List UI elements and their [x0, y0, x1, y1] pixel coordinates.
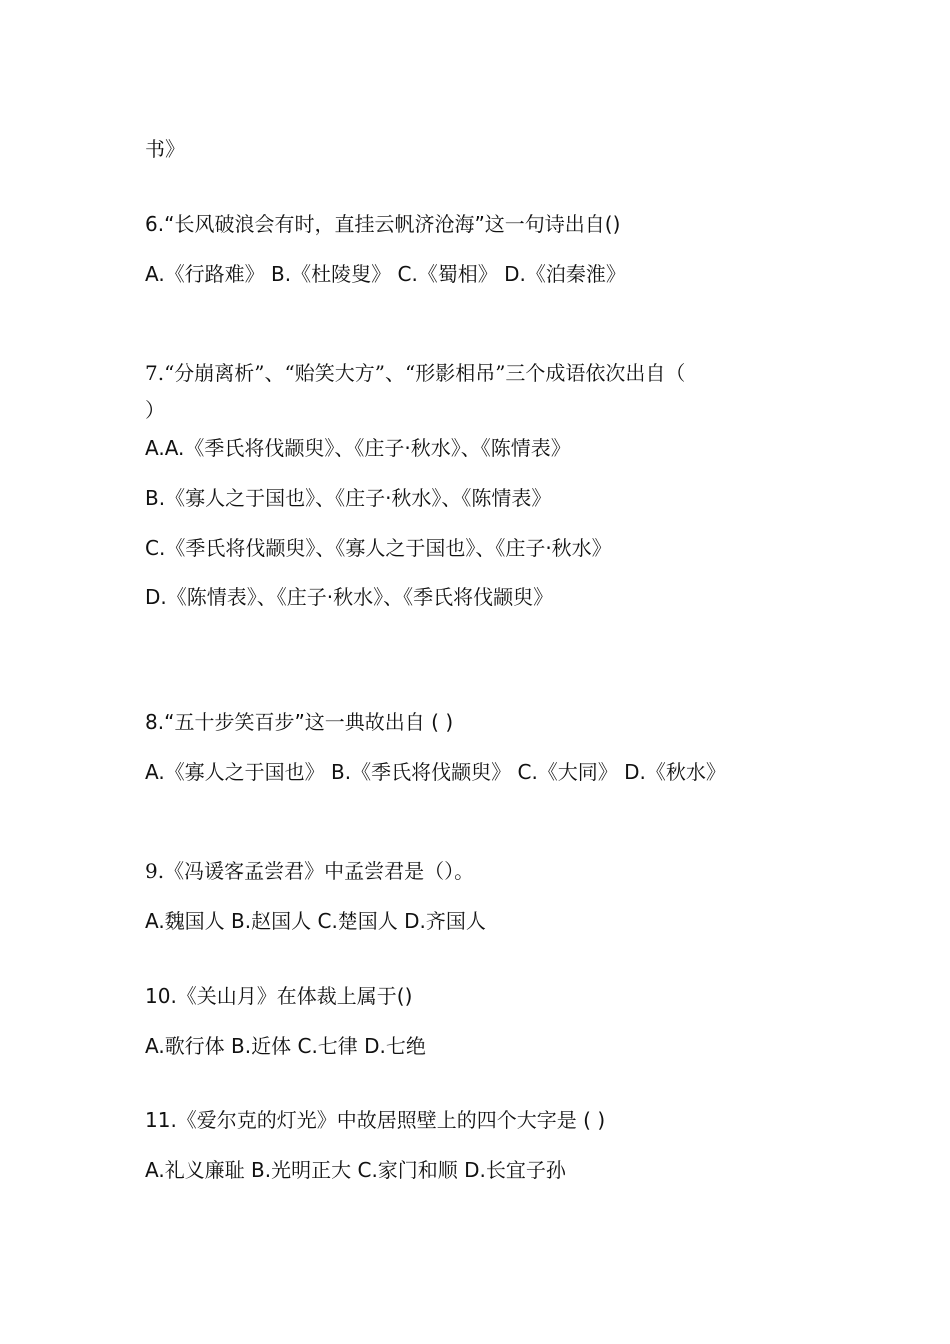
question-7-option-b: B.《寡人之于国也》、《庄子·秋水》、《陈情表》	[145, 486, 552, 510]
question-9-stem: 9.《冯谖客孟尝君》中孟尝君是（）。	[145, 859, 475, 883]
question-7-option-d: D.《陈情表》、《庄子·秋水》、《季氏将伐颛臾》	[145, 585, 554, 609]
continuation-text: 书》	[145, 137, 185, 161]
question-7-option-c: C.《季氏将伐颛臾》、《寡人之于国也》、《庄子·秋水》	[145, 536, 612, 560]
question-8-options: A.《寡人之于国也》 B.《季氏将伐颛臾》 C.《大同》 D.《秋水》	[145, 760, 726, 784]
question-10-options: A.歌行体 B.近体 C.七律 D.七绝	[145, 1034, 426, 1058]
question-11-stem: 11.《爱尔克的灯光》中故居照壁上的四个大字是 ( )	[145, 1108, 606, 1132]
question-6-options: A.《行路难》 B.《杜陵叟》 C.《蜀相》 D.《泊秦淮》	[145, 262, 626, 286]
question-7-stem: 7.“分崩离析”、“贻笑大方”、“形影相吊”三个成语依次出自（	[145, 361, 686, 385]
question-6-stem: 6.“长风破浪会有时，直挂云帆济沧海”这一句诗出自()	[145, 212, 621, 236]
question-8-stem: 8.“五十步笑百步”这一典故出自 ( )	[145, 710, 454, 734]
question-10-stem: 10.《关山月》在体裁上属于()	[145, 984, 413, 1008]
question-9-options: A.魏国人 B.赵国人 C.楚国人 D.齐国人	[145, 909, 486, 933]
question-7-stem-continuation: ）	[145, 398, 165, 422]
question-11-options: A.礼义廉耻 B.光明正大 C.家门和顺 D.长宜子孙	[145, 1158, 566, 1182]
question-7-option-a: A.A.《季氏将伐颛臾》、《庄子·秋水》、《陈情表》	[145, 436, 571, 460]
